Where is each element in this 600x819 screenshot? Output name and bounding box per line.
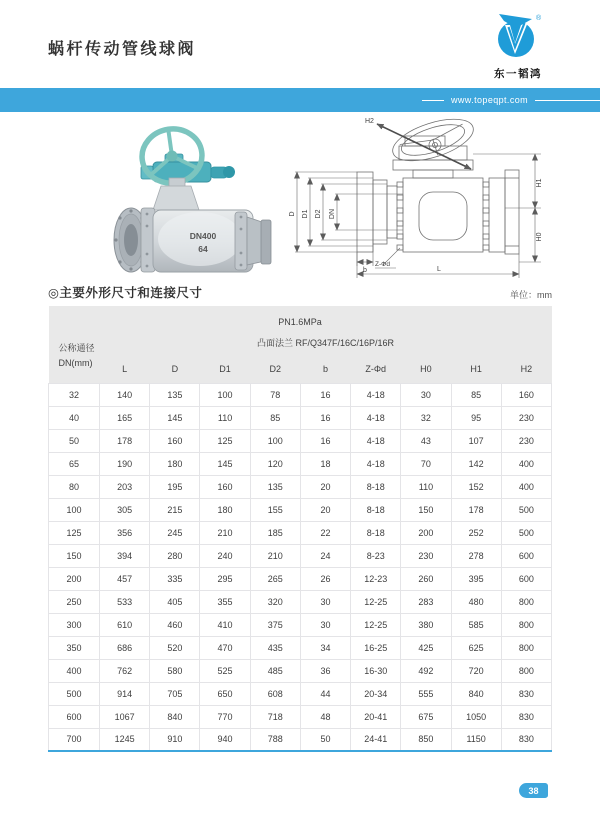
value-cell: 43: [401, 429, 451, 452]
value-cell: 840: [451, 682, 501, 705]
dn-cell: 40: [49, 406, 100, 429]
value-cell: 608: [250, 682, 300, 705]
value-cell: 125: [200, 429, 250, 452]
value-cell: 85: [451, 383, 501, 406]
value-cell: 16: [300, 429, 350, 452]
value-cell: 720: [451, 659, 501, 682]
value-cell: 1150: [451, 728, 501, 751]
value-cell: 525: [200, 659, 250, 682]
unit-note: 单位：mm: [510, 290, 552, 300]
value-cell: 686: [100, 636, 150, 659]
value-cell: 600: [501, 567, 551, 590]
value-cell: 135: [150, 383, 200, 406]
value-cell: 650: [200, 682, 250, 705]
value-cell: 32: [401, 406, 451, 429]
value-cell: 580: [150, 659, 200, 682]
value-cell: 500: [501, 521, 551, 544]
value-cell: 492: [401, 659, 451, 682]
col-header-d2: D2: [250, 356, 300, 383]
value-cell: 145: [150, 406, 200, 429]
brand-name: 东一韬鸿: [494, 68, 542, 80]
value-cell: 8-23: [351, 544, 401, 567]
value-cell: 70: [401, 452, 451, 475]
table-row: [49, 728, 552, 751]
value-cell: 335: [150, 567, 200, 590]
value-cell: 110: [401, 475, 451, 498]
value-cell: 625: [451, 636, 501, 659]
section-bar: [48, 283, 552, 301]
value-cell: 762: [100, 659, 150, 682]
value-cell: 34: [300, 636, 350, 659]
value-cell: 375: [250, 613, 300, 636]
dim-label-b: b: [363, 267, 367, 274]
value-cell: 180: [200, 498, 250, 521]
value-cell: 16: [300, 406, 350, 429]
value-cell: 78: [250, 383, 300, 406]
value-cell: 152: [451, 475, 501, 498]
value-cell: 230: [501, 406, 551, 429]
value-cell: 12-25: [351, 590, 401, 613]
value-cell: 788: [250, 728, 300, 751]
dn-cell: 500: [49, 682, 100, 705]
value-cell: 20-34: [351, 682, 401, 705]
value-cell: 26: [300, 567, 350, 590]
dn-cell: 400: [49, 659, 100, 682]
value-cell: 178: [451, 498, 501, 521]
value-cell: 555: [401, 682, 451, 705]
dn-cell: 32: [49, 383, 100, 406]
value-cell: 380: [401, 613, 451, 636]
pressure-header: PN1.6MPa: [49, 306, 552, 329]
banner-rule-left: [422, 100, 444, 101]
value-cell: 260: [401, 567, 451, 590]
value-cell: 95: [451, 406, 501, 429]
col-header-h1: H1: [451, 356, 501, 383]
dim-label-d1: D1: [302, 209, 309, 219]
table-row: [49, 567, 552, 590]
value-cell: 425: [401, 636, 451, 659]
dn-cell: 300: [49, 613, 100, 636]
value-cell: 770: [200, 705, 250, 728]
value-cell: 394: [100, 544, 150, 567]
dn-column-header: [49, 329, 100, 383]
table-row: [49, 682, 552, 705]
value-cell: 500: [501, 498, 551, 521]
value-cell: 435: [250, 636, 300, 659]
value-cell: 283: [401, 590, 451, 613]
value-cell: 165: [100, 406, 150, 429]
value-cell: 355: [200, 590, 250, 613]
value-cell: 830: [501, 682, 551, 705]
dimension-table-body: [49, 383, 552, 751]
value-cell: 230: [501, 429, 551, 452]
value-cell: 16-25: [351, 636, 401, 659]
value-cell: 22: [300, 521, 350, 544]
value-cell: 533: [100, 590, 150, 613]
dim-label-dn: DN: [329, 208, 336, 220]
value-cell: 800: [501, 613, 551, 636]
value-cell: 16: [300, 383, 350, 406]
value-cell: 1050: [451, 705, 501, 728]
value-cell: 705: [150, 682, 200, 705]
value-cell: 800: [501, 590, 551, 613]
value-cell: 830: [501, 705, 551, 728]
top-banner: [0, 88, 600, 112]
value-cell: 120: [250, 452, 300, 475]
table-row: [49, 475, 552, 498]
table-row: [49, 636, 552, 659]
value-cell: 8-18: [351, 498, 401, 521]
dimension-table: [48, 306, 552, 752]
value-cell: 155: [250, 498, 300, 521]
value-cell: 185: [250, 521, 300, 544]
value-cell: 20: [300, 475, 350, 498]
value-cell: 320: [250, 590, 300, 613]
logo-icon: [493, 12, 543, 60]
value-cell: 145: [200, 452, 250, 475]
value-cell: 4-18: [351, 429, 401, 452]
value-cell: 36: [300, 659, 350, 682]
value-cell: 457: [100, 567, 150, 590]
value-cell: 800: [501, 636, 551, 659]
value-cell: 24-41: [351, 728, 401, 751]
value-cell: 30: [401, 383, 451, 406]
dn-cell: 700: [49, 728, 100, 751]
dn-cell: 350: [49, 636, 100, 659]
value-cell: 610: [100, 613, 150, 636]
value-cell: 85: [250, 406, 300, 429]
value-cell: 230: [401, 544, 451, 567]
col-header-d: D: [150, 356, 200, 383]
value-cell: 160: [150, 429, 200, 452]
dn-label-line1: 公称通径: [58, 343, 95, 354]
value-cell: 4-18: [351, 406, 401, 429]
value-cell: 100: [250, 429, 300, 452]
dim-label-d: D: [289, 211, 296, 217]
table-row: [49, 452, 552, 475]
section-title: ◎主要外形尺寸和连接尺寸: [48, 286, 203, 300]
value-cell: 485: [250, 659, 300, 682]
value-cell: 914: [100, 682, 150, 705]
value-cell: 8-18: [351, 475, 401, 498]
col-header-l: L: [100, 356, 150, 383]
dn-cell: 100: [49, 498, 100, 521]
company-logo: [490, 12, 546, 81]
banner-rule-right: [535, 100, 600, 101]
value-cell: 245: [150, 521, 200, 544]
dn-cell: 250: [49, 590, 100, 613]
value-cell: 140: [100, 383, 150, 406]
table-row: [49, 590, 552, 613]
table-row: [49, 544, 552, 567]
valve-body-label-pn: 64: [198, 244, 208, 254]
col-header-b: b: [300, 356, 350, 383]
value-cell: 135: [250, 475, 300, 498]
table-row: [49, 383, 552, 406]
value-cell: 150: [401, 498, 451, 521]
value-cell: 110: [200, 406, 250, 429]
value-cell: 585: [451, 613, 501, 636]
product-photo: [95, 120, 285, 282]
value-cell: 400: [501, 475, 551, 498]
value-cell: 718: [250, 705, 300, 728]
value-cell: 356: [100, 521, 150, 544]
dim-label-h0: H0: [536, 232, 543, 242]
col-header-zd: Z-Φd: [351, 356, 401, 383]
table-head: [49, 306, 552, 383]
table-row: [49, 498, 552, 521]
value-cell: 200: [401, 521, 451, 544]
table-row: [49, 613, 552, 636]
dim-label-h1: H1: [536, 178, 543, 188]
dn-cell: 200: [49, 567, 100, 590]
value-cell: 190: [100, 452, 150, 475]
value-cell: 48: [300, 705, 350, 728]
value-cell: 8-18: [351, 521, 401, 544]
value-cell: 840: [150, 705, 200, 728]
value-cell: 12-25: [351, 613, 401, 636]
value-cell: 30: [300, 590, 350, 613]
value-cell: 830: [501, 728, 551, 751]
value-cell: 203: [100, 475, 150, 498]
value-cell: 16-30: [351, 659, 401, 682]
table-row: [49, 659, 552, 682]
value-cell: 210: [250, 544, 300, 567]
value-cell: 50: [300, 728, 350, 751]
value-cell: 160: [200, 475, 250, 498]
value-cell: 278: [451, 544, 501, 567]
value-cell: 210: [200, 521, 250, 544]
page-title: 蜗杆传动管线球阀: [48, 41, 197, 58]
value-cell: 410: [200, 613, 250, 636]
dn-cell: 50: [49, 429, 100, 452]
value-cell: 800: [501, 659, 551, 682]
value-cell: 850: [401, 728, 451, 751]
value-cell: 18: [300, 452, 350, 475]
value-cell: 20-41: [351, 705, 401, 728]
value-cell: 675: [401, 705, 451, 728]
dn-cell: 600: [49, 705, 100, 728]
value-cell: 44: [300, 682, 350, 705]
dn-cell: 65: [49, 452, 100, 475]
value-cell: 400: [501, 452, 551, 475]
website-url[interactable]: www.topeqpt.com: [451, 95, 529, 105]
valve-body-label-dn: DN400: [189, 231, 217, 241]
dn-cell: 150: [49, 544, 100, 567]
value-cell: 24: [300, 544, 350, 567]
value-cell: 280: [150, 544, 200, 567]
value-cell: 20: [300, 498, 350, 521]
value-cell: 1067: [100, 705, 150, 728]
technical-drawing: [283, 112, 575, 284]
value-cell: 910: [150, 728, 200, 751]
col-header-h0: H0: [401, 356, 451, 383]
value-cell: 178: [100, 429, 150, 452]
dim-label-d2: D2: [315, 209, 322, 219]
value-cell: 4-18: [351, 383, 401, 406]
page-number-badge: 38: [519, 783, 548, 798]
value-cell: 252: [451, 521, 501, 544]
value-cell: 180: [150, 452, 200, 475]
value-cell: 215: [150, 498, 200, 521]
value-cell: 12-23: [351, 567, 401, 590]
dim-label-h2: H2: [365, 118, 374, 125]
table-row: [49, 521, 552, 544]
value-cell: 142: [451, 452, 501, 475]
value-cell: 600: [501, 544, 551, 567]
value-cell: 295: [200, 567, 250, 590]
col-header-d1: D1: [200, 356, 250, 383]
dn-cell: 125: [49, 521, 100, 544]
table-row: [49, 429, 552, 452]
value-cell: 480: [451, 590, 501, 613]
value-cell: 1245: [100, 728, 150, 751]
value-cell: 240: [200, 544, 250, 567]
value-cell: 4-18: [351, 452, 401, 475]
dim-label-zd: Z-Φd: [375, 261, 390, 268]
value-cell: 107: [451, 429, 501, 452]
value-cell: 265: [250, 567, 300, 590]
value-cell: 305: [100, 498, 150, 521]
dn-label-line2: DN(mm): [58, 357, 93, 368]
value-cell: 30: [300, 613, 350, 636]
value-cell: 195: [150, 475, 200, 498]
table-row: [49, 705, 552, 728]
value-cell: 160: [501, 383, 551, 406]
value-cell: 940: [200, 728, 250, 751]
dim-label-l: L: [437, 266, 441, 273]
value-cell: 100: [200, 383, 250, 406]
value-cell: 460: [150, 613, 200, 636]
flange-header: 凸面法兰 RF/Q347F/16C/16P/16R: [100, 329, 552, 356]
col-header-h2: H2: [501, 356, 551, 383]
table-row: [49, 406, 552, 429]
value-cell: 405: [150, 590, 200, 613]
value-cell: 520: [150, 636, 200, 659]
value-cell: 395: [451, 567, 501, 590]
value-cell: 470: [200, 636, 250, 659]
dn-cell: 80: [49, 475, 100, 498]
registered-mark: ®: [536, 15, 542, 22]
